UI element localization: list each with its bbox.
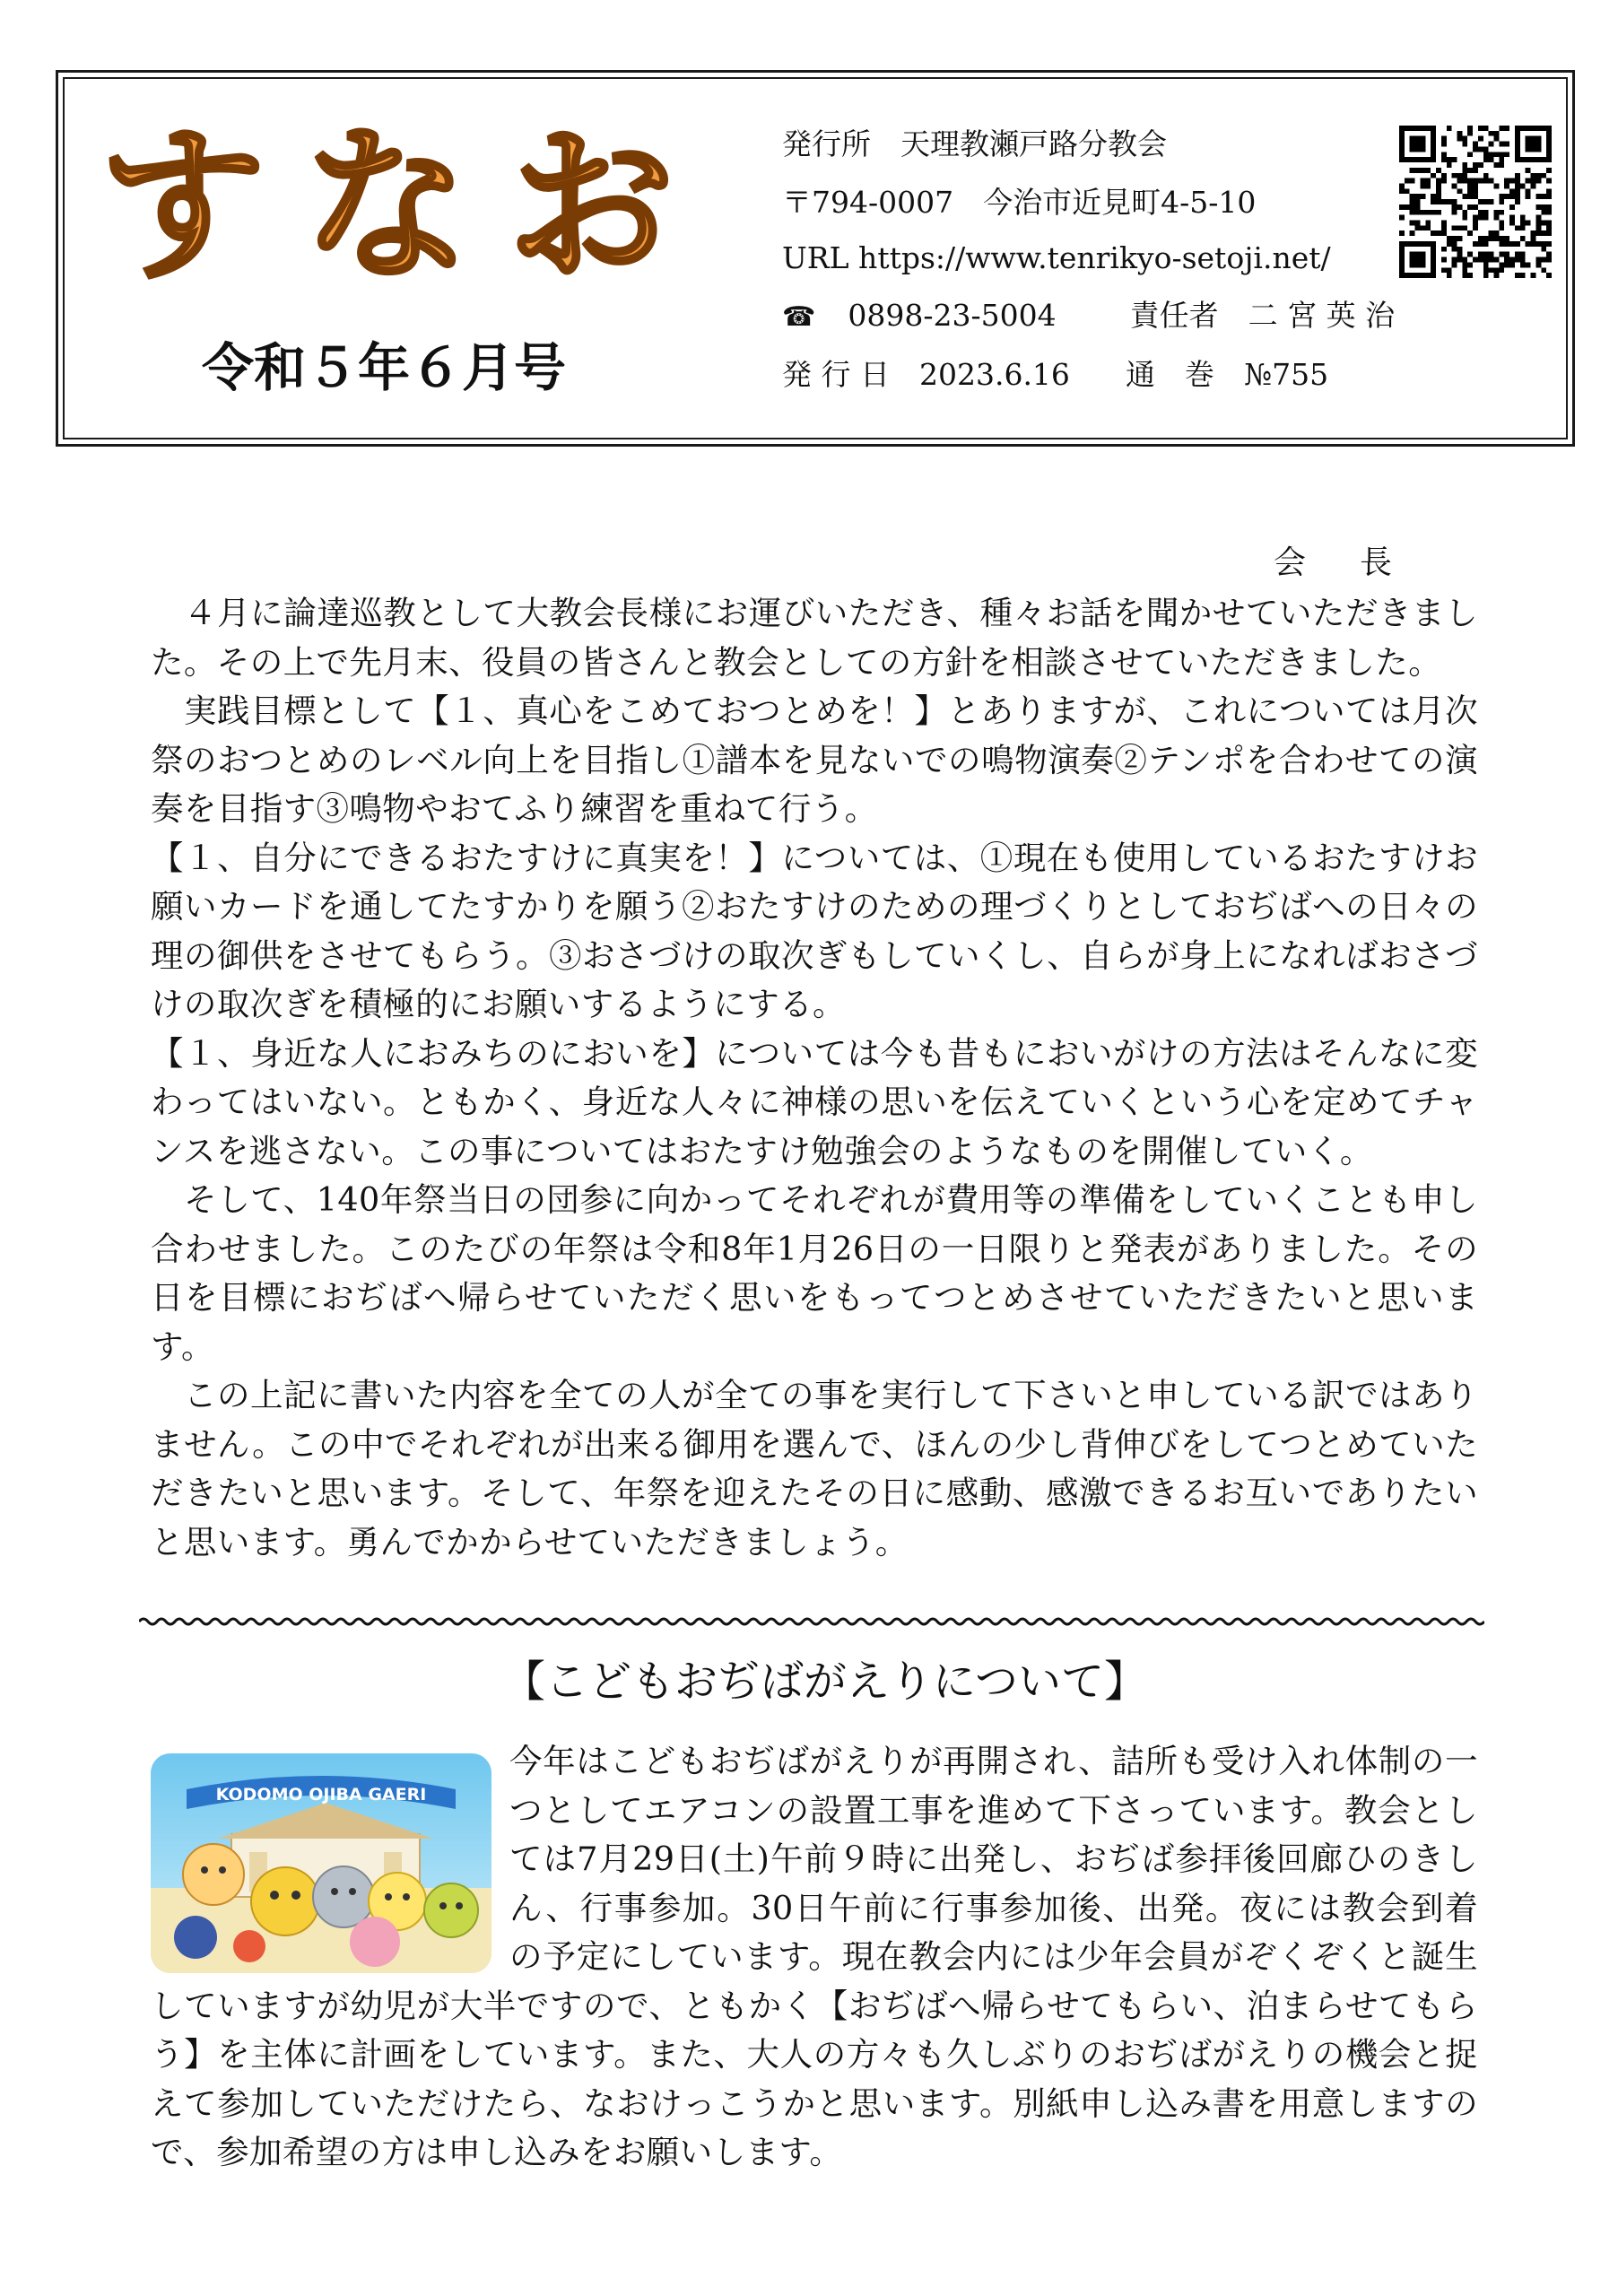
issue-month: 令和５年６月号 xyxy=(202,337,567,398)
article-paragraph: ４月に論達巡教として大教会長様にお運びいただき、種々お話を聞かせていただきました。その上で先月末、役員の皆さんと教会としての方針を相談させていただきました。 xyxy=(151,594,1478,682)
qr-code-icon[interactable] xyxy=(1399,126,1552,278)
author-title: 会長 xyxy=(1274,544,1447,581)
issue-number: 通 巻 №755 xyxy=(1125,357,1329,392)
wavy-divider xyxy=(139,1614,1484,1629)
publisher-line: 発行所 天理教瀬戸路分教会 xyxy=(782,126,1167,161)
article-paragraph: 【１、自分にできるおたすけに真実を！】については、①現在も使用しているおたすけお願いカードを通してたすかりを願う②おたすけのための理づくりとしておぢばへの日々の理の御供をさせてもらう。③おさづけの取次ぎもしていくし、自らが身上になればおさづけの取次ぎを積極的にお願いするようにする。 xyxy=(151,838,1478,1023)
url-line[interactable]: URL https://www.tenrikyo-setoji.net/ xyxy=(782,240,1331,275)
newsletter-title: すなお xyxy=(99,109,713,303)
section-title: 【こどもおぢばがえりについて】 xyxy=(502,1657,1148,1707)
article-paragraph: この上記に書いた内容を全ての人が全ての事を実行して下さいと申している訳ではありません。この中でそれぞれが出来る御用を選んで、ほんの少し背伸びをしてつとめていただきたいと思います。そして、年祭を迎えたその日に感動、感激できるお互いでありたいと思います。勇んでかからせていただきましょう。 xyxy=(151,1376,1478,1561)
contact-line xyxy=(782,289,1395,343)
kodomo-ojiba-gaeri-illustration xyxy=(151,1753,491,1973)
phone-icon: ☎ xyxy=(782,301,816,333)
issue-date: 発 行 日 2023.6.16 xyxy=(782,357,1070,392)
person-in-charge: 責任者 二 宮 英 治 xyxy=(1129,298,1396,333)
illustration-banner-text: KODOMO OJIBA GAERI xyxy=(215,1785,427,1805)
illustration-image xyxy=(151,1753,491,1973)
address-line: 〒794-0007 今治市近見町4-5-10 xyxy=(782,185,1257,220)
section-paragraph: 今年はこどもおぢばがえりが再開され、詰所も受け入れ体制の一つとしてエアコンの設置工事を進めて下さっています。教会としては7月29日(土)午前９時に出発し、おぢば参拝後回廊ひのきしん、行事参加。30日午前に行事参加後、出発。夜には教会到着の予定にしています。現在教会内には少年会員がぞくぞくと誕生していますが幼児が大半ですので、ともかく【おぢばへ帰らせてもらい、泊まらせてもらう】を主体に計画をしています。また、大人の方々も久しぶりのおぢばがえりの機会と捉えて参加していただけたら、なおけっこうかと思います。別紙申し込み書を用意しますので、参加希望の方は申し込みをお願いします。 xyxy=(151,1742,1478,2171)
article-paragraph: そして、140年祭当日の団参に向かってそれぞれが費用等の準備をしていくことも申し合わせました。このたびの年祭は令和8年1月26日の一日限りと発表がありました。その日を目標におぢばへ帰らせていただく思いをもってつとめさせていただきたいと思います。 xyxy=(151,1180,1478,1366)
article-paragraph: 【１、身近な人におみちのにおいを】については今も昔もにおいがけの方法はそんなに変わってはいない。ともかく、身近な人々に神様の思いを伝えていくという心を定めてチャンスを逃さない。この事についてはおたすけ勉強会のようなものを開催していく。 xyxy=(151,1033,1478,1170)
phone-number: 0898-23-5004 xyxy=(848,298,1057,333)
article-body xyxy=(151,589,1478,1567)
article-paragraph: 実践目標として【１、真心をこめておつとめを！】とありますが、これについては月次祭のおつとめのレベル向上を目指し①譜本を見ないでの鳴物演奏②テンポを合わせての演奏を目指す③鳴物やおてふり練習を重ねて行う。 xyxy=(151,691,1478,828)
issue-info-line xyxy=(782,348,1328,402)
